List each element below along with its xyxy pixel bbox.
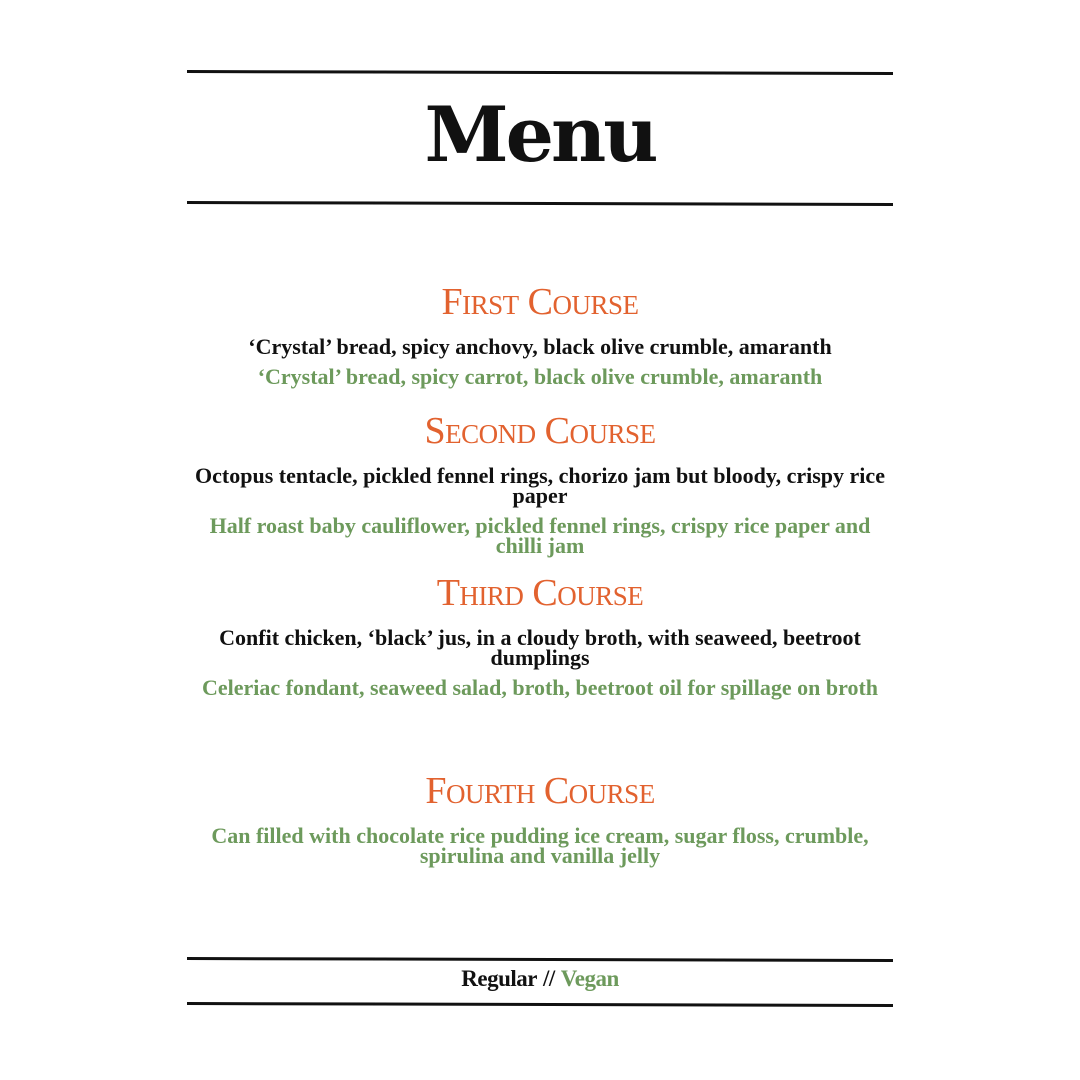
course-heading-second: Second Course bbox=[424, 410, 656, 452]
dish-vegan-third: Celeriac fondant, seaweed salad, broth, beetroot oil for spillage on broth bbox=[201, 675, 879, 700]
legend-bottom-rule bbox=[187, 1002, 893, 1007]
top-rule bbox=[187, 70, 893, 75]
course-heading-third: Third Course bbox=[436, 572, 644, 614]
dish-vegan-fourth: Can filled with chocolate rice pudding ice cream, sugar floss, crumble, spirulina and vanilla jelly bbox=[211, 823, 869, 868]
legend-separator: // bbox=[542, 966, 555, 991]
dish-vegan-first: ‘Crystal’ bread, spicy carrot, black olive crumble, amaranth bbox=[257, 364, 823, 389]
course-heading-first: First Course bbox=[441, 281, 639, 323]
legend bbox=[0, 966, 1080, 992]
dish-regular-second: Octopus tentacle, pickled fennel rings, chorizo jam but bloody, crispy rice paper bbox=[195, 463, 885, 508]
legend-vegan: Vegan bbox=[560, 966, 619, 991]
legend-top-rule bbox=[187, 957, 893, 962]
page-title: Menu bbox=[424, 90, 656, 179]
legend-regular: Regular bbox=[461, 966, 537, 991]
dish-vegan-second: Half roast baby cauliflower, pickled fennel rings, crispy rice paper and chilli jam bbox=[209, 513, 871, 558]
title-bottom-rule bbox=[187, 201, 893, 206]
dish-regular-third: Confit chicken, ‘black’ jus, in a cloudy broth, with seaweed, beetroot dumplings bbox=[219, 625, 861, 670]
dish-regular-first: ‘Crystal’ bread, spicy anchovy, black olive crumble, amaranth bbox=[248, 334, 832, 359]
course-heading-fourth: Fourth Course bbox=[425, 770, 655, 812]
